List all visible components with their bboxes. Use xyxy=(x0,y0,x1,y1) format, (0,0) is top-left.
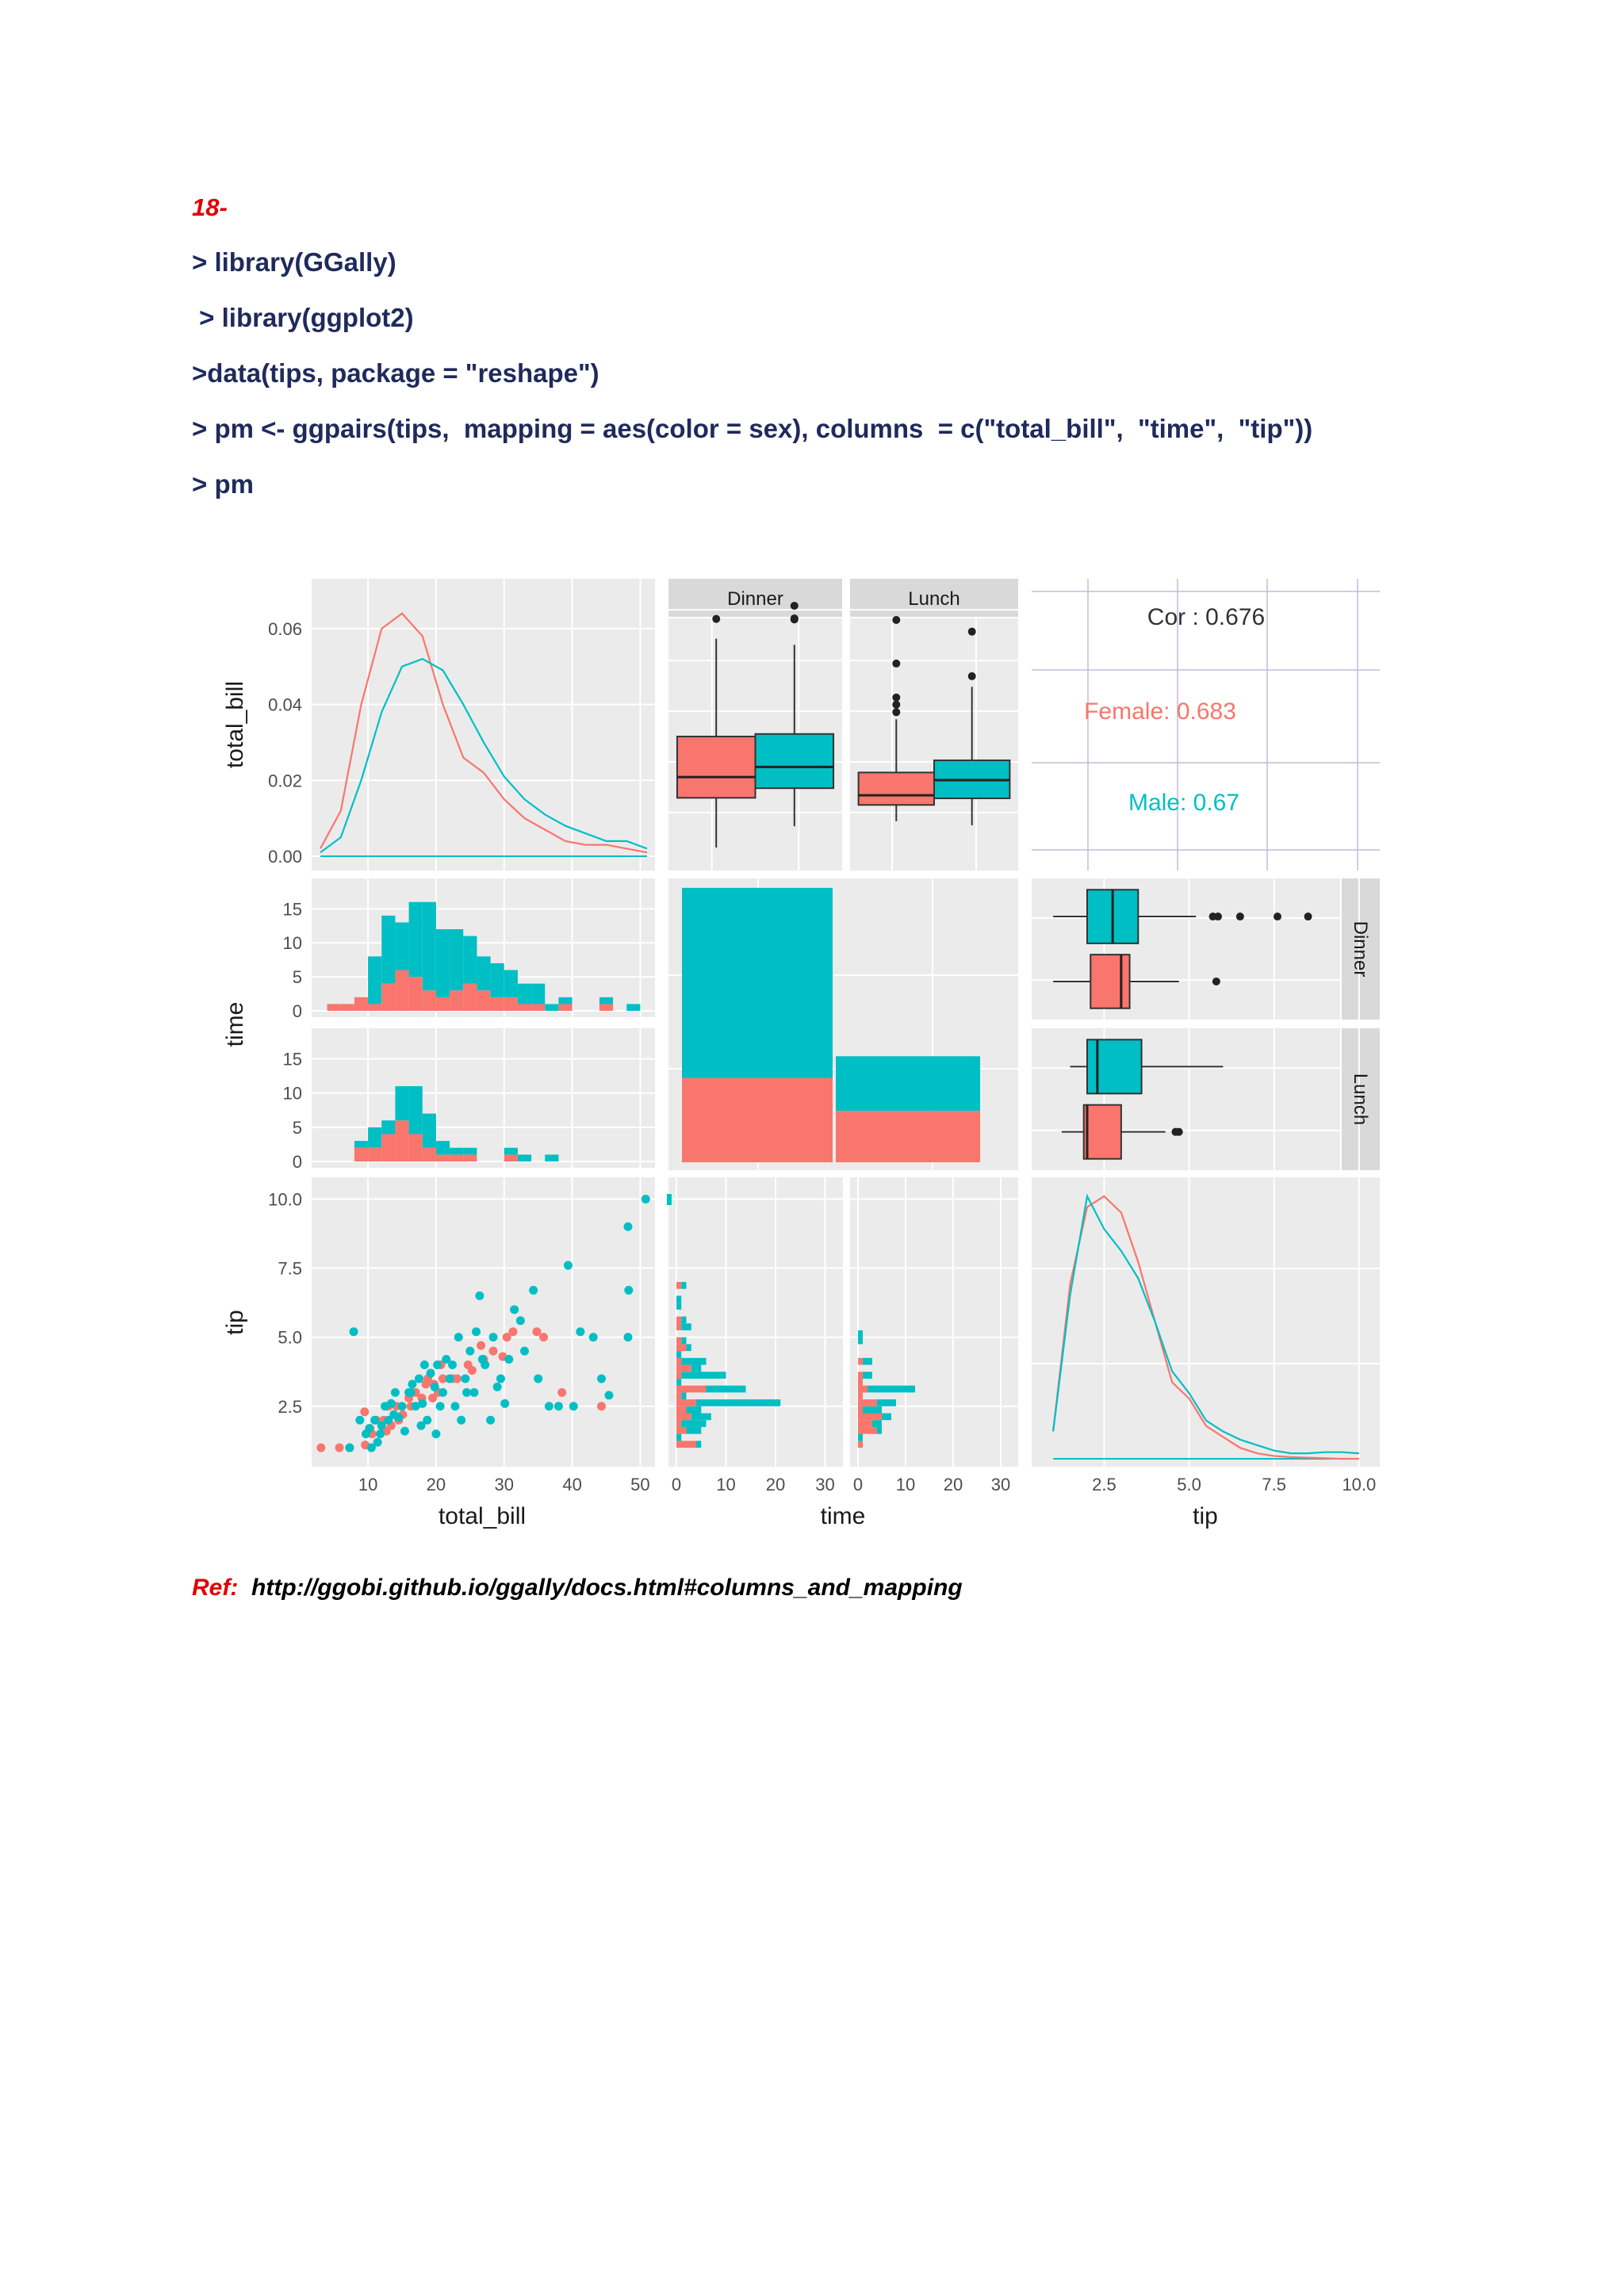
scatter-point-male xyxy=(407,1388,416,1397)
scatter-point-female xyxy=(453,1374,462,1383)
hist-bar-female xyxy=(676,1365,691,1372)
hist-bar-male xyxy=(395,1086,408,1120)
scatter-point-female xyxy=(360,1407,369,1416)
box-tip-female-lunch xyxy=(1084,1105,1121,1159)
scatter-point-male xyxy=(446,1374,454,1383)
hist-bar-male xyxy=(368,956,381,1004)
ref-label: Ref: xyxy=(192,1575,239,1601)
scatter-point-male xyxy=(427,1368,435,1377)
box-tip-female-dinner xyxy=(1090,955,1129,1008)
scatter-point-male xyxy=(377,1422,386,1430)
hist-bar-male xyxy=(409,1086,423,1134)
hist-bar-male xyxy=(863,1372,872,1379)
hist-bar-female xyxy=(463,984,477,1011)
hist-bar-male xyxy=(687,1427,702,1434)
outlier-point xyxy=(1274,913,1281,920)
scatter-point-male xyxy=(408,1380,416,1388)
scatter-point-male xyxy=(545,1402,553,1410)
x-tick-label: 2.5 xyxy=(1092,1475,1116,1494)
strip-label-dinner: Dinner xyxy=(727,588,783,610)
scatter-point-male xyxy=(589,1333,598,1341)
hist-bar-male xyxy=(681,1337,686,1345)
hist-bar-female xyxy=(858,1392,863,1399)
scatter-point-male xyxy=(415,1374,423,1383)
y-tick-label: 0.00 xyxy=(268,847,302,867)
hist-bar-female xyxy=(676,1282,681,1289)
code-line-library-ggplot2: > library(ggplot2) xyxy=(192,303,414,332)
hist-bar-male xyxy=(877,1399,896,1406)
hist-bar-male xyxy=(626,1004,640,1011)
hist-bar-female xyxy=(858,1441,863,1448)
hist-bar-female xyxy=(676,1414,691,1421)
scatter-point-female xyxy=(597,1402,606,1410)
hist-bar-male xyxy=(436,1141,450,1154)
hist-bar-male xyxy=(409,902,423,977)
hist-bar-male xyxy=(477,956,490,990)
example-number: 18- xyxy=(192,193,228,221)
box-male-dinner xyxy=(756,734,834,788)
hist-bar-female xyxy=(423,1148,436,1161)
scatter-point-male xyxy=(624,1286,633,1295)
hist-bar-male xyxy=(463,1148,477,1155)
scatter-point-male xyxy=(569,1402,578,1410)
scatter-point-female xyxy=(477,1341,485,1350)
scatter-point-male xyxy=(486,1416,495,1425)
hist-bar-male xyxy=(463,936,477,984)
hist-bar-female xyxy=(381,1134,395,1161)
code-line-ggpairs: > pm <- ggpairs(tips, mapping = aes(color = sex), columns = c("total_bill", "time", "tip")) xyxy=(192,414,1313,443)
scatter-point-male xyxy=(462,1388,471,1397)
scatter-point-female xyxy=(335,1444,344,1452)
hist-bar-male xyxy=(423,902,436,991)
scatter-point-male xyxy=(418,1399,427,1408)
hist-bar-male xyxy=(858,1337,863,1345)
hist-bar-female xyxy=(676,1323,681,1330)
hist-bar-male xyxy=(368,1127,381,1148)
hist-bar-female xyxy=(858,1358,863,1365)
scatter-point-male xyxy=(345,1444,354,1452)
panel-density-total-bill xyxy=(312,579,655,871)
strip-label-lunch: Lunch xyxy=(908,588,960,610)
scatter-point-male xyxy=(554,1402,563,1410)
y-tick-label: 5.0 xyxy=(278,1327,302,1348)
y-tick-label: 0.06 xyxy=(268,618,302,639)
hist-bar-male xyxy=(667,1194,672,1205)
scatter-point-male xyxy=(469,1388,478,1397)
hist-bar-female xyxy=(423,990,436,1011)
outlier-point xyxy=(892,660,900,668)
scatter-point-male xyxy=(431,1383,439,1391)
scatter-point-male xyxy=(504,1355,513,1364)
scatter-point-male xyxy=(436,1402,445,1410)
x-axis-title-total-bill: total_bill xyxy=(438,1503,527,1529)
hist-bar-female xyxy=(463,1154,477,1161)
x-tick-label: 30 xyxy=(494,1475,514,1494)
hist-bar-male xyxy=(687,1406,702,1414)
x-axis-title-time: time xyxy=(820,1503,866,1529)
scatter-point-female xyxy=(489,1347,498,1356)
hist-bar-female xyxy=(354,997,368,1011)
y-axis-title-tip: tip xyxy=(222,1310,248,1335)
panel-scatter xyxy=(312,1177,655,1467)
hist-bar-female xyxy=(518,1004,531,1011)
hist-bar-male xyxy=(436,929,450,997)
hist-bar-male xyxy=(545,1004,558,1011)
scatter-point-male xyxy=(391,1388,400,1397)
hist-bar-female xyxy=(327,1004,341,1011)
outlier-point xyxy=(712,615,720,623)
scatter-point-female xyxy=(422,1380,431,1388)
hist-bar-female xyxy=(409,1134,423,1161)
scatter-point-male xyxy=(520,1347,529,1356)
x-tick-label: 5.0 xyxy=(1177,1475,1201,1494)
outlier-point xyxy=(1212,978,1220,985)
hist-bar-female xyxy=(341,1004,354,1011)
hist-bar-male xyxy=(681,1392,686,1399)
box-tip-male-lunch xyxy=(1087,1039,1142,1093)
hist-bar-male xyxy=(450,929,463,990)
hist-bar-female xyxy=(491,997,504,1011)
hist-bar-female xyxy=(858,1414,882,1421)
hist-bar-male xyxy=(691,1414,711,1421)
hist-bar-female xyxy=(858,1379,863,1386)
hist-bar-male xyxy=(504,970,518,997)
box-female-lunch xyxy=(859,772,934,805)
hist-bar-female xyxy=(395,970,408,1011)
hist-bar-male xyxy=(687,1344,691,1351)
hist-bar-male xyxy=(558,997,572,1004)
hist-bar-male xyxy=(395,922,408,970)
y-tick-label: 7.5 xyxy=(278,1258,302,1279)
scatter-point-male xyxy=(478,1355,487,1364)
outlier-point xyxy=(892,701,900,709)
y-tick-label: 15 xyxy=(282,1049,302,1070)
scatter-point-male xyxy=(623,1333,632,1341)
hist-bar-male xyxy=(681,1323,691,1330)
hist-bar-female xyxy=(676,1358,681,1365)
y-tick-label: 10.0 xyxy=(268,1189,302,1210)
hist-bar-female xyxy=(676,1392,681,1399)
x-tick-label: 20 xyxy=(765,1475,786,1494)
scatter-point-male xyxy=(373,1438,382,1447)
outlier-point xyxy=(791,615,799,623)
bar-female-dinner xyxy=(682,1078,833,1162)
bar-male-dinner xyxy=(682,888,833,1078)
hist-bar-female xyxy=(676,1441,696,1448)
hist-bar-female xyxy=(395,1120,408,1161)
hist-bar-male xyxy=(868,1386,915,1393)
reference-line xyxy=(192,1575,963,1601)
correlation-female: Female: 0.683 xyxy=(1084,698,1236,725)
scatter-point-male xyxy=(448,1360,457,1369)
x-tick-label: 20 xyxy=(426,1475,446,1494)
y-tick-label: 0.02 xyxy=(268,771,302,791)
hist-bar-male xyxy=(863,1358,872,1365)
scatter-point-male xyxy=(604,1391,613,1399)
hist-bar-male xyxy=(531,984,545,1004)
y-tick-label: 0 xyxy=(292,1152,302,1172)
code-line-pm: > pm xyxy=(192,469,254,499)
hist-bar-male xyxy=(545,1154,558,1161)
scatter-point-female xyxy=(428,1394,437,1402)
hist-bar-male xyxy=(691,1365,702,1372)
y-tick-label: 0.04 xyxy=(268,695,302,715)
correlation-male: Male: 0.67 xyxy=(1128,790,1240,816)
hist-bar-female xyxy=(676,1406,687,1414)
x-tick-label: 0 xyxy=(852,1475,864,1494)
x-tick-label: 10 xyxy=(358,1475,378,1494)
scatter-point-female xyxy=(539,1333,548,1341)
scatter-point-male xyxy=(431,1429,440,1438)
x-tick-label: 10.0 xyxy=(1342,1475,1377,1494)
outlier-point xyxy=(892,616,900,624)
scatter-point-male xyxy=(472,1327,481,1336)
hist-bar-female xyxy=(676,1337,681,1345)
panel-box-tip-lunch xyxy=(1032,1028,1340,1170)
hist-bar-female xyxy=(381,984,395,1011)
hist-bar-male xyxy=(354,1141,368,1148)
hist-bar-female xyxy=(436,1154,450,1161)
hist-bar-female xyxy=(599,1004,613,1011)
x-tick-label: 10 xyxy=(716,1475,736,1494)
scatter-point-male xyxy=(489,1333,498,1341)
hist-bar-female xyxy=(504,997,518,1011)
scatter-point-male xyxy=(398,1402,407,1410)
hist-bar-male xyxy=(863,1406,882,1414)
bar-female-lunch xyxy=(836,1111,980,1162)
hist-bar-male xyxy=(858,1434,863,1441)
panel-box-total-bill-lunch xyxy=(850,618,1018,871)
hist-bar-male xyxy=(681,1317,686,1324)
box-female-dinner xyxy=(677,737,756,798)
hist-bar-male xyxy=(696,1399,780,1406)
hist-bar-female xyxy=(450,990,463,1011)
scatter-point-male xyxy=(642,1195,650,1203)
outlier-point xyxy=(968,672,976,680)
outlier-point xyxy=(1214,913,1222,920)
outlier-point xyxy=(1175,1128,1183,1136)
scatter-point-male xyxy=(355,1416,364,1425)
y-tick-label: 2.5 xyxy=(278,1396,302,1417)
correlation-overall: Cor : 0.676 xyxy=(1147,604,1266,630)
hist-bar-female xyxy=(368,1148,381,1161)
scatter-point-male xyxy=(370,1416,379,1425)
hist-bar-male xyxy=(681,1420,706,1427)
hist-bar-male xyxy=(676,1434,681,1441)
hist-bar-female xyxy=(436,997,450,1011)
hist-bar-male xyxy=(882,1414,891,1421)
hist-bar-male xyxy=(504,1148,518,1155)
hist-bar-female xyxy=(676,1317,681,1324)
x-tick-label: 0 xyxy=(671,1475,682,1494)
hist-bar-female xyxy=(858,1420,872,1427)
bar-male-lunch xyxy=(836,1056,980,1111)
scatter-point-male xyxy=(457,1416,465,1425)
scatter-point-male xyxy=(417,1422,426,1430)
hist-bar-female xyxy=(354,1148,368,1161)
strip-label-right-lunch: Lunch xyxy=(1350,1073,1371,1126)
strip-label-right-dinner: Dinner xyxy=(1350,920,1371,978)
ggpairs-plot xyxy=(219,555,1397,1565)
scatter-point-male xyxy=(433,1360,442,1369)
scatter-point-male xyxy=(439,1388,447,1397)
scatter-point-male xyxy=(465,1347,474,1356)
hist-bar-female xyxy=(858,1406,863,1414)
outlier-point xyxy=(1236,913,1244,920)
hist-bar-male xyxy=(491,963,504,997)
hist-bar-female xyxy=(477,990,490,1011)
x-tick-label: 30 xyxy=(815,1475,835,1494)
scatter-point-female xyxy=(557,1388,566,1397)
y-tick-label: 0 xyxy=(292,1001,302,1021)
hist-bar-female xyxy=(858,1386,868,1393)
x-tick-label: 7.5 xyxy=(1262,1475,1287,1494)
scatter-point-male xyxy=(623,1223,632,1231)
hist-bar-female xyxy=(676,1420,681,1427)
scatter-point-male xyxy=(350,1327,358,1336)
ref-url[interactable]: http://ggobi.github.io/ggally/docs.html#columns_and_mapping xyxy=(251,1575,963,1601)
code-line-library-ggally: > library(GGally) xyxy=(192,247,396,277)
scatter-point-male xyxy=(376,1429,385,1438)
scatter-point-male xyxy=(400,1427,409,1436)
hist-bar-female xyxy=(858,1427,877,1434)
hist-bar-male xyxy=(872,1420,882,1427)
code-line-data-tips: >data(tips, package = "reshape") xyxy=(192,358,599,388)
scatter-point-male xyxy=(576,1327,584,1336)
scatter-point-male xyxy=(389,1410,398,1419)
hist-bar-female xyxy=(858,1399,877,1406)
hist-bar-male xyxy=(381,916,395,984)
hist-bar-female xyxy=(676,1399,696,1406)
y-tick-label: 10 xyxy=(282,933,302,954)
scatter-point-male xyxy=(454,1333,463,1341)
hist-bar-male xyxy=(518,1154,531,1161)
x-tick-label: 30 xyxy=(990,1475,1011,1494)
outlier-point xyxy=(1304,913,1312,920)
hist-bar-female xyxy=(676,1372,681,1379)
panel-box-tip-dinner xyxy=(1032,878,1340,1020)
hist-bar-female xyxy=(368,1004,381,1011)
hist-bar-female xyxy=(450,1154,463,1161)
outlier-point xyxy=(892,708,900,716)
outlier-point xyxy=(791,602,799,610)
scatter-point-male xyxy=(534,1374,542,1383)
hist-bar-male xyxy=(423,1114,436,1148)
hist-bar-male xyxy=(450,1148,463,1155)
hist-bar-male xyxy=(518,984,531,1004)
y-axis-title-total-bill: total_bill xyxy=(222,680,248,769)
scatter-point-male xyxy=(461,1374,469,1383)
hist-bar-male xyxy=(696,1441,701,1448)
x-tick-label: 40 xyxy=(562,1475,582,1494)
hist-bar-male xyxy=(681,1282,686,1289)
hist-bar-female xyxy=(858,1372,863,1379)
scatter-point-male xyxy=(493,1383,502,1391)
outlier-point xyxy=(968,628,976,636)
scatter-point-female xyxy=(468,1366,477,1375)
hist-bar-female xyxy=(531,1004,545,1011)
scatter-point-male xyxy=(500,1399,509,1408)
hist-bar-male xyxy=(681,1372,726,1379)
hist-bar-female xyxy=(676,1427,687,1434)
hist-bar-female xyxy=(409,977,423,1011)
scatter-point-male xyxy=(516,1316,525,1325)
y-tick-label: 15 xyxy=(282,899,302,920)
hist-bar-male xyxy=(707,1386,746,1393)
y-tick-label: 10 xyxy=(282,1083,302,1104)
scatter-point-female xyxy=(532,1327,541,1336)
hist-bar-female xyxy=(558,1004,572,1011)
y-tick-label: 5 xyxy=(292,967,302,988)
outlier-point xyxy=(892,694,900,702)
hist-bar-male xyxy=(676,1303,681,1310)
scatter-point-male xyxy=(597,1374,606,1383)
hist-bar-male xyxy=(381,1120,395,1134)
scatter-point-male xyxy=(496,1374,505,1383)
scatter-point-male xyxy=(365,1424,373,1433)
hist-bar-male xyxy=(676,1295,681,1303)
hist-bar-female xyxy=(676,1386,707,1393)
hist-bar-female xyxy=(504,1154,518,1161)
y-tick-label: 5 xyxy=(292,1117,302,1138)
x-tick-label: 20 xyxy=(943,1475,963,1494)
scatter-point-male xyxy=(529,1286,538,1295)
scatter-point-male xyxy=(475,1292,484,1300)
x-tick-label: 10 xyxy=(895,1475,916,1494)
hist-bar-female xyxy=(676,1344,687,1351)
hist-bar-male xyxy=(877,1427,882,1434)
x-tick-label: 50 xyxy=(630,1475,650,1494)
scatter-point-female xyxy=(316,1444,325,1452)
scatter-point-male xyxy=(510,1305,519,1314)
hist-bar-male xyxy=(676,1379,681,1386)
y-axis-title-time: time xyxy=(222,1001,248,1047)
scatter-point-male xyxy=(387,1399,396,1408)
hist-bar-male xyxy=(599,997,613,1004)
scatter-point-male xyxy=(450,1402,459,1410)
scatter-point-female xyxy=(508,1327,517,1336)
scatter-point-male xyxy=(564,1261,573,1270)
scatter-point-male xyxy=(420,1360,429,1369)
hist-bar-male xyxy=(858,1330,863,1337)
x-axis-title-tip: tip xyxy=(1193,1503,1218,1529)
hist-bar-male xyxy=(676,1351,681,1358)
hist-bar-male xyxy=(681,1358,706,1365)
